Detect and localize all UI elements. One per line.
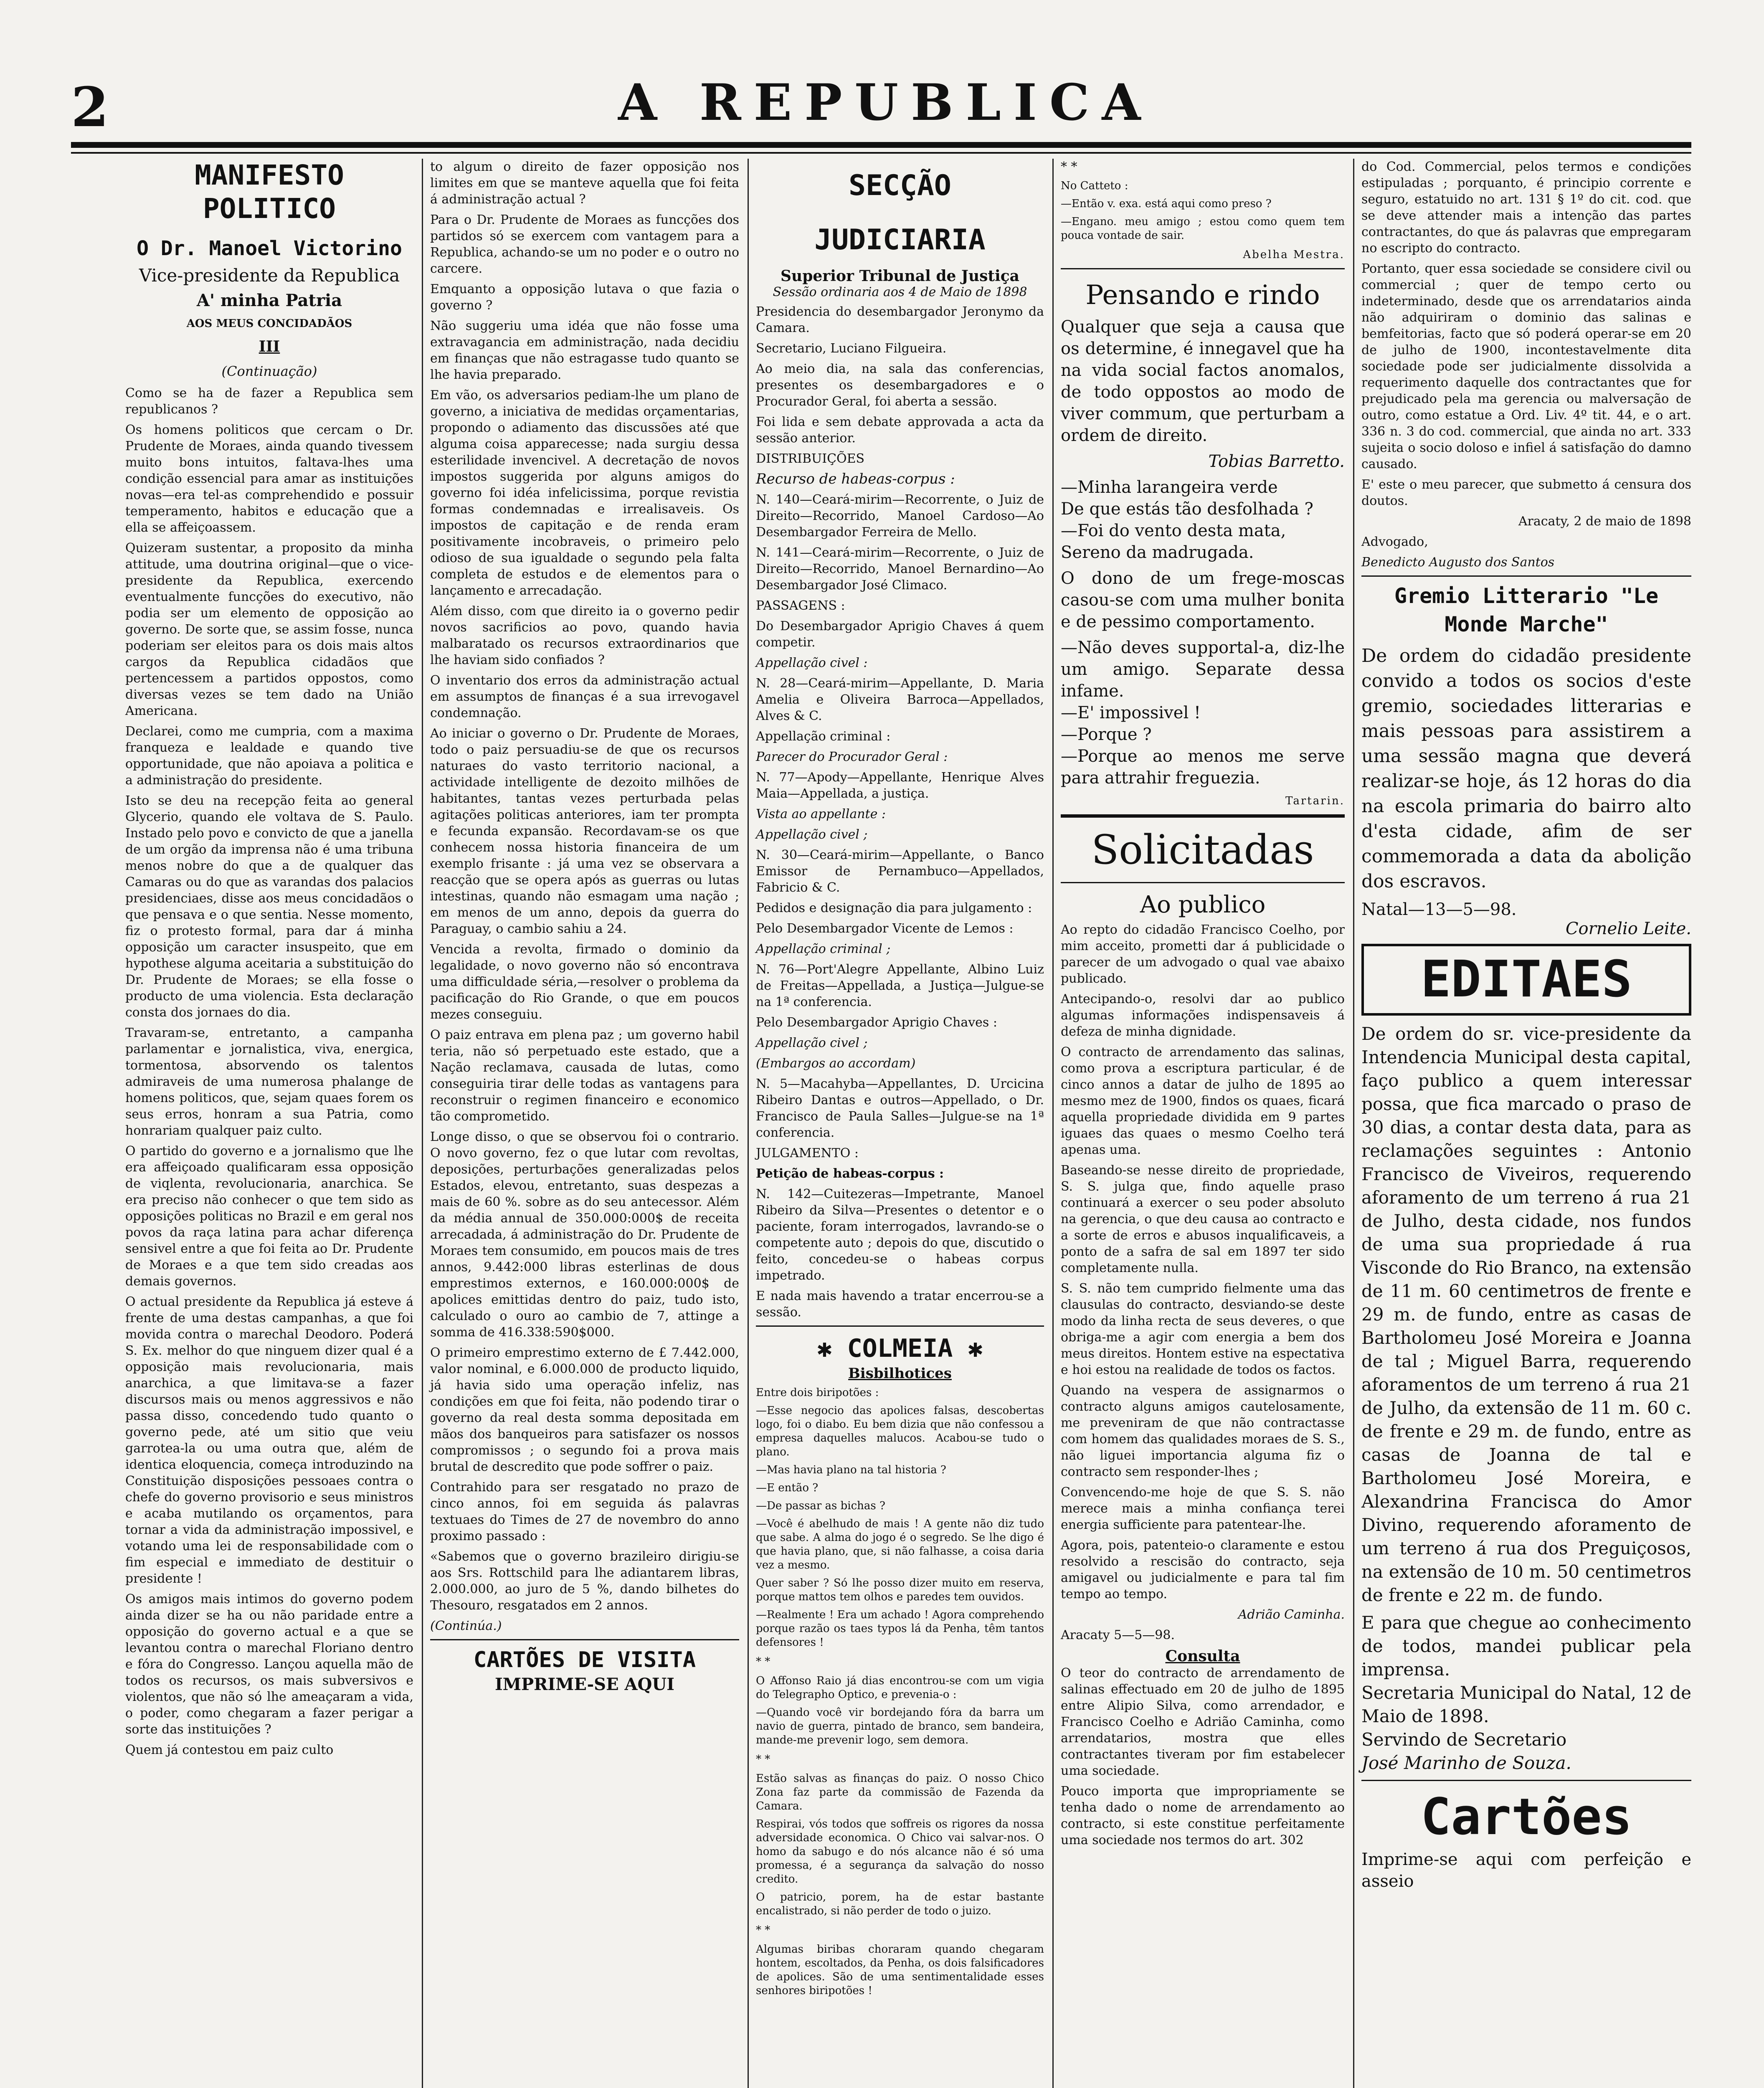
paragraph: Vencida a revolta, firmado o dominio da legalidade, o novo governo não só encontrava uma difficuldade séria,—resolver o problema da pacificação do Rio Grande, o que em poucos mezes conseguiu.: [430, 942, 739, 1022]
asterism: * *: [756, 1655, 770, 1668]
paragraph: O paiz entrava em plena paz ; um governo habil teria, não só perpetuado este estado, que a Nação reclamava, causada de lutas, como conseguiria tirar delle todas as vantagens para reconstruir o regimen financeiro e economico tão comprometido.: [430, 1028, 739, 1124]
divider: [756, 1325, 1044, 1327]
star-icon: ✱: [953, 1334, 983, 1363]
subhead: Vista ao appellante :: [756, 807, 886, 821]
subhead: PASSAGENS :: [756, 598, 845, 613]
paragraph: Convencendo-me hoje de que S. S. não merece mais a minha confiança terei energia sufficiente para patentear-lhe.: [1061, 1485, 1345, 1532]
manifesto-to: A' minha Patria: [196, 291, 342, 310]
divider: [430, 1639, 739, 1640]
paragraph: Contrahido para ser resgatado no prazo de cinco annos, foi em seguida ás palavras textuaes do Times de 27 de novembro do anno proximo passado :: [430, 1480, 739, 1543]
paragraph: O contracto de arrendamento das salinas, como prova a escriptura particular, é de cinco annos a datar de julho de 1895 ao mesmo mez de 1900, findos os quaes, ficará aquella propriedade dividida em 9 partes iguaes das quaes o mesmo Coelho terá apenas uma.: [1061, 1045, 1345, 1157]
paragraph: —E então ?: [756, 1482, 819, 1494]
subhead: Appellação criminal ;: [756, 942, 891, 956]
paragraph: O inventario dos erros da administração actual em assumptos de finanças é a sua irrevogavel condemnação.: [430, 673, 739, 720]
paragraph: Servindo de Secretario: [1361, 1729, 1567, 1750]
masthead-rule-thin: [71, 152, 1691, 154]
signature: Abelha Mestra.: [1243, 248, 1345, 261]
session-date: Sessão ordinaria aos 4 de Maio de 1898: [773, 285, 1027, 299]
paragraph: Pelo Desembargador Aprigio Chaves :: [756, 1015, 997, 1030]
divider: [1061, 268, 1345, 269]
paragraph: Portanto, quer essa sociedade se considere civil ou commercial ; quer de tempo certo ou indeterminado, desde que os arrendatarios ainda não adquiriram o dominio das salinas e bemfeitorias, facto que só poderá operar-se em 20 de julho de 1900, incontestavelmente dita sociedade pode ser judicialmente dissolvida a requerimento daquelle dos contractantes que for prejudicado pela ma gerencia ou malversação de outro, como estatue a Ord. Liv. 4º tit. 44, e o art. 336 n. 3 do cod. commercial, que ainda no art. 333 sujeita o socio doloso e infiel á satisfação do damno causado.: [1361, 261, 1691, 471]
paragraph: Secretario, Luciano Filgueira.: [756, 341, 947, 356]
paragraph: Além disso, com que direito ia o governo pedir novos sacrificios ao povo, quando havia malbaratado os recursos extraordinarios que lhe haviam sido confiados ?: [430, 604, 739, 667]
subhead: JULGAMENTO :: [756, 1146, 859, 1161]
court-name: Superior Tribunal de Justiça: [781, 267, 1019, 285]
paragraph: Respirai, vós todos que soffreis os rigores da nossa adversidade economica. O Chico vai salvar-nos. O homo da sabugo e do nós alcance não é só uma promessa, é a segurança da salvação do nosso credito.: [756, 1818, 1044, 1885]
column-judiciaria: [756, 159, 1044, 2002]
signature: Adrião Caminha.: [1238, 1607, 1345, 1622]
paragraph: Quando na vespera de assignarmos o contracto alguns amigos cautelosamente, me preveniram de que não contractasse com homem das qualidades moraes de S. S., não liguei importancia alguma fiz o contracto sem responder-lhes ;: [1061, 1383, 1345, 1479]
paragraph: O actual presidente da Republica já esteve á frente de uma destas campanhas, a que foi movida contra o marechal Deodoro. Poderá S. Ex. melhor do que ninguem dizer qual é a opposição mais revolucionaria, mais anarchica, a que limitava-se a fazer discursos mais ou menos aggressivos e não passa disso, concedendo tudo quanto o governo pede, até um sitio que veiu garrotea-la ou uma outra que, além de identica eloquencia, começa introduzindo na Constituição disposições pessoaes contra o chefe do governo provisorio e seus ministros e acaba mutilando os orçamentos, para tornar a vida da administração impossivel, e votando uma lei de responsabilidade com o fim especial e immediato de destituir o presidente !: [125, 1295, 413, 1586]
subhead: Appellação civel ;: [756, 827, 868, 842]
manifesto-role: Vice-presidente da Republica: [139, 265, 400, 286]
gremio-title: Gremio Litterario "Le Monde Marche": [1394, 584, 1659, 636]
verse-line: Sereno da madrugada.: [1061, 543, 1254, 562]
quote-author: Tobias Barretto.: [1208, 452, 1345, 471]
paragraph: E' este o meu parecer, que submetto á censura dos doutos.: [1361, 477, 1691, 508]
paragraph: Não suggeriu uma idéa que não fosse uma extravagancia em administração, nada decidiu em finanças que não estragasse tudo quanto se lhe havia preparado.: [430, 319, 739, 382]
paragraph: do Cod. Commercial, pelos termos e condições estipuladas ; porquanto, é principio corrente e seguro, estatuido no art. 131 § 1º do cit. cod. que se deve attender mais a intenção das partes contractantes, do que ás palavras que empregaram no escripto do contracto.: [1361, 160, 1691, 256]
divider: [1061, 882, 1345, 883]
subhead: Appellação criminal :: [756, 729, 891, 744]
paragraph: O partido do governo e a jornalismo que lhe era affeiçoado qualificaram essa opposição de viqlenta, revolucionaria, anarchica. Se era preciso não conhecer o que tem sido as opposições politicas no Brazil e em geral nos povos da raça latina para achar diferença sensivel entre a que foi feita ao Dr. Prudente de Moraes e a que tem sido creadas aos demais governos.: [125, 1144, 413, 1289]
paragraph: N. 141—Ceará-mirim—Recorrente, o Juiz de Direito—Recorrido, Manoel Bernardino—Ao Desembargador José Climaco.: [756, 545, 1044, 593]
snippet-line: —Então v. exa. está aqui como preso ?: [1061, 198, 1272, 210]
subhead: Appellação civel :: [756, 656, 868, 670]
verse-line: De que estás tão desfolhada ?: [1061, 499, 1313, 519]
paragraph: Os homens politicos que cercam o Dr. Prudente de Moraes, ainda quando tivessem muito bons intuitos, faltava-lhes uma condição essencial para amar as instituições novas—era tel-as comprehendido e possuir temperamento, habitos e educação que a ella se affeiçoassem.: [125, 423, 413, 535]
paragraph: —Quando você vir bordejando fóra da barra um navio de guerra, pintado de branco, sem bandeira, mande-me prevenir logo, sem demora.: [756, 1706, 1044, 1746]
paragraph: Pouco importa que impropriamente se tenha dado o nome de arrendamento ao contracto, si este constitue perfeitamente uma sociedade nos termos do art. 302: [1061, 1784, 1345, 1847]
snippet-line: —Engano. meu amigo ; estou como quem tem pouca vontade de sair.: [1061, 215, 1345, 242]
place-date: Aracaty 5—5—98.: [1061, 1628, 1175, 1642]
paragraph: Isto se deu na recepção feita ao general Glycerio, quando ele voltava de S. Paulo. Instado pelo povo e convicto de que a janella de um orgão da imprensa não é uma tribuna menos nobre do que a de qualquer das Camaras ou do que as varandas dos palacios presidenciaes, disse aos meus concidadãos o que pensava e o que sentia. Nesse momento, fiz o protesto formal, para dar á minha opposição um caracter insuspeito, que em hypothese alguma aceitaria a substituição do Dr. Prudente de Moraes; se ella fosse o producto de uma violencia. Esta declaração consta dos jornaes do dia.: [125, 793, 413, 1020]
paragraph: N. 142—Cuitezeras—Impetrante, Manoel Ribeiro da Silva—Presentes o detentor e o paciente, foram interrogados, lavrando-se o competente auto ; depois do que, discutido o feito, concedeu-se o habeas corpus impetrado.: [756, 1187, 1044, 1283]
column-manifesto-cont: [430, 159, 739, 1694]
paragraph: O teor do contracto de arrendamento de salinas effectuado em 20 de julho de 1895 entre Alipio Silva, como arrendador, e Francisco Coelho e Adrião Caminha, como arrendatarios, mostra que elles contractantes tiveram por fim estabelecer uma sociedade.: [1061, 1666, 1345, 1778]
verse-line: —Minha larangeira verde: [1061, 478, 1278, 497]
colmeia-sub: Bisbilhotices: [848, 1365, 952, 1382]
column-rule: [748, 159, 749, 2088]
star-icon: ✱: [817, 1334, 847, 1363]
snippet-line: No Catteto :: [1061, 180, 1128, 192]
paragraph: Foi lida e sem debate approvada a acta da sessão anterior.: [756, 415, 1044, 446]
cartoes-title: Cartões: [1421, 1788, 1632, 1846]
paragraph: Estão salvas as finanças do paiz. O nosso Chico Zona faz parte da commissão de Fazenda da Camara.: [756, 1772, 1044, 1812]
paragraph: Como se ha de fazer a Republica sem republicanos ?: [125, 386, 413, 417]
paragraph: Entre dois biripotões :: [756, 1386, 879, 1399]
continua-note: (Continúa.): [430, 1619, 502, 1633]
paragraph: —Não deves supportal-a, diz-lhe um amigo. Separate dessa infame.: [1061, 638, 1345, 701]
paragraph: De ordem do cidadão presidente convido a todos os socios d'este gremio, sociedades litterarias e mais pessoas para assistirem a uma sessão magna que deverá realizar-se hoje, ás 12 horas do dia na escola primaria do bairro alto d'esta cidade, afim de ser commemorada a data da abolição dos escravos.: [1361, 645, 1691, 892]
paragraph: Presidencia do desembargador Jeronymo da Camara.: [756, 304, 1044, 335]
ad-cartoes-sub: IMPRIME-SE AQUI: [495, 1675, 674, 1694]
paragraph: Qualquer que seja a causa que os determine, é innegavel que ha na vida social factos anomalos, de todo oppostos ao modo de viver commum, que perturbam a ordem de direito.: [1061, 317, 1345, 445]
cartoes-sub: Imprime-se aqui com perfeição e asseio: [1361, 1850, 1691, 1891]
asterism: * *: [756, 1924, 770, 1936]
paragraph: —E' impossivel !: [1061, 703, 1201, 722]
manifesto-subtitle: O Dr. Manoel Victorino: [137, 237, 402, 260]
paragraph: Quizeram sustentar, a proposito da minha attitude, uma doutrina original—que o vice-presidente da Republica, exercendo eventualmente funcções do executivo, não podia ser um elemento de opposição ao governo. De sorte que, se assim fosse, nunca poderiam ser eleitos para os dois mais altos cargos da Republica cidadãos que pertencessem a partidos oppostos, como diversas vezes se tem dado na União Americana.: [125, 541, 413, 718]
colmeia-title: ✱ COLMEIA ✱: [817, 1334, 983, 1363]
paragraph: Declarei, como me cumpria, com a maxima franqueza e lealdade e quando tive opportunidade, que não apoiava a politica e a administração do presidente.: [125, 724, 413, 788]
subhead: Parecer do Procurador Geral :: [756, 750, 948, 764]
manifesto-to2: AOS MEUS CONCIDADÃOS: [186, 317, 352, 330]
solicitadas-title: Solicitadas: [1091, 826, 1314, 873]
place-date: Secretaria Municipal do Natal, 12 de Maio de 1898.: [1361, 1683, 1692, 1726]
paragraph: Longe disso, o que se observou foi o contrario. O novo governo, fez o que lutar com revoltas, deposições, perturbações generalizadas pelos Estados, elevou, entretanto, suas despezas a mais de 60 %. sobre as do seu antecessor. Além da média annual de 350.000:000$ de receita arrecadada, á administração do Dr. Prudente de Moraes tem consumido, em poucos mais de tres annos, 9.442:000 libras esterlinas de dous emprestimos externos, e 160.000:000$ de apolices emittidas dentro do paiz, tudo isto, calculado o ouro ao cambio de 7, attinge a somma de 416.338:590$000.: [430, 1130, 739, 1340]
paragraph: De ordem do sr. vice-presidente da Intendencia Municipal desta capital, faço publico a quem interessar possa, que fica marcado o praso de 30 dias, a contar desta data, para as reclamações seguintes : Antonio Francisco de Viveiros, requerendo aforamento de um terreno á rua 21 de Julho, desta cidade, nos fundos de uma sua propriedade á rua Visconde do Rio Branco, na extensão de 11 m. 60 centimetros de frente e 29 m. de fundo, entre as casas de Bartholomeu José Moreira e Joanna de tal ; Miguel Barra, requerendo aforamentos de um terreno á rua 21 de Julho, da extensão de 11 m. 60 c. de frente e 29 m. de fundo, entre as casas de Joanna de tal e Bartholomeu José Moreira, e Alexandrina Francisca do Amor Divino, requerendo aforamento de um terreno á rua dos Preguiçosos, na extensão de 10 m. 50 centimetros de frente e 22 m. de fundo.: [1361, 1024, 1691, 1605]
paragraph: —Realmente ! Era um achado ! Agora comprehendo porque razão os taes typos lá da Penha, têm tantos defensores !: [756, 1609, 1044, 1649]
paragraph: Ao repto do cidadão Francisco Coelho, por mim acceito, prometti dar á publicidade o parecer de um advogado o qual vae abaixo publicado.: [1061, 922, 1345, 986]
paragraph: —Esse negocio das apolices falsas, descobertas logo, foi o diabo. Eu bem dizia que não confessou a empresa daquelles malucos. Acabou-se tudo o plano.: [756, 1404, 1044, 1458]
consulta-title: Consulta: [1165, 1647, 1240, 1665]
divider: [1361, 575, 1691, 577]
page-number: 2: [71, 75, 109, 139]
signature: Tartarin.: [1285, 795, 1345, 807]
paragraph: Pelo Desembargador Vicente de Lemos :: [756, 921, 1014, 936]
paragraph: E nada mais havendo a tratar encerrou-se a sessão.: [756, 1289, 1044, 1320]
paragraph: Agora, pois, patenteio-o claramente e estou resolvido a rescisão do contracto, seja amigavel ou judicialmente e para tal fim tempo ao tempo.: [1061, 1538, 1345, 1601]
paragraph: Ao meio dia, na sala das conferencias, presentes os desembargadores e o Procurador Geral, foi aberta a sessão.: [756, 362, 1044, 409]
paragraph: —Você é abelhudo de mais ! A gente não diz tudo que sabe. A alma do jogo é o segredo. Se lhe digo é que havia plano, que, si não falhasse, a coisa daria vez a mesmo.: [756, 1518, 1044, 1571]
subhead: Petição de habeas-corpus :: [756, 1166, 944, 1181]
paragraph: N. 30—Ceará-mirim—Appellante, o Banco Emissor de Pernambuco—Appellados, Fabricio & C.: [756, 848, 1044, 895]
paragraph: Quer saber ? Só lhe posso dizer muito em reserva, porque mattos tem olhos e paredes tem ouvidos.: [756, 1577, 1044, 1603]
paragraph: E para que chegue ao conhecimento de todos, mandei publicar pela imprensa.: [1361, 1612, 1691, 1680]
paragraph: N. 28—Ceará-mirim—Appellante, D. Maria Amelia e Oliveira Barroca—Appellados, Alves & C.: [756, 676, 1044, 723]
paragraph: N. 76—Port'Alegre Appellante, Albino Luiz de Freitas—Appellada, a Justiça—Julgue-se na 1ª conferencia.: [756, 962, 1044, 1009]
paragraph: «Sabemos que o governo brazileiro dirigiu-se aos Srs. Rottschild para lhe adiantarem libras, 2.000.000, ao juro de 5 %, dando bilhetes do Thesouro, resgatados em 2 annos.: [430, 1549, 739, 1613]
column-pensando: [1061, 159, 1345, 1852]
manifesto-section: III: [259, 338, 280, 355]
manifesto-continuation: (Continuação): [221, 363, 317, 379]
paragraph: —Mas havia plano na tal historia ?: [756, 1464, 946, 1476]
ao-publico-title: Ao publico: [1140, 891, 1266, 918]
paragraph: N. 140—Ceará-mirim—Recorrente, o Juiz de Direito—Recorrido, Manoel Cardoso—Ao Desembargador Ferreira de Mello.: [756, 492, 1044, 540]
paragraph: Em vão, os adversarios pediam-lhe um plano de governo, a iniciativa de medidas orçamentarias, propondo o adiamento das discussões até que alguma coisa apparecesse; nada surgiu dessa esterilidade invencivel. A decretação de novos impostos suggerida por alguns amigos do governo foi idéa infelicissima, porque revistia formas condemnadas e irrealisaveis. Os impostos de capitação e de renda eram positivamente incobraveis, o primeiro pelo odioso de sua igualdade o segundo pela falta completa de estudos e de elementos para o lançamento e arrecadação.: [430, 388, 739, 598]
asterism: * *: [1061, 160, 1077, 174]
column-rule: [1353, 159, 1354, 2088]
subhead: Recurso de habeas-corpus :: [756, 471, 955, 487]
paragraph: N. 77—Apody—Appellante, Henrique Alves Maia—Appellada, a justiça.: [756, 770, 1044, 801]
paragraph: O Affonso Raio já dias encontrou-se com um vigia do Telegrapho Optico, e prevenia-o :: [756, 1675, 1044, 1701]
paragraph: Os amigos mais intimos do governo podem ainda dizer se ha ou não paridade entre a opposição do governo actual e a que se levantou contra o marechal Floriano dentro e fóra do Congresso. Lançou aquella mão de todos os recursos, os mais subversivos e violentos, que não só lhe ameaçaram a vida, o poder, como chegaram a fazer perigar a sorte das instituições ?: [125, 1592, 413, 1737]
place-date: Natal—13—5—98.: [1361, 900, 1517, 919]
paragraph: Algumas biribas choraram quando chegaram hontem, escoltados, da Penha, os dois falsificadores de apolices. São de uma sentimentalidade esses senhores biripotões !: [756, 1943, 1044, 1997]
paragraph: O patricio, porem, ha de estar bastante encalistrado, si não perder de todo o juizo.: [756, 1891, 1044, 1917]
column-editaes: [1361, 159, 1691, 1896]
paragraph: —De passar as bichas ?: [756, 1500, 885, 1512]
verse-line: —Foi do vento desta mata,: [1061, 521, 1286, 540]
paragraph: —Porque ?: [1061, 725, 1152, 744]
paragraph: O primeiro emprestimo externo de £ 7.442.000, valor nominal, e 6.000.000 de producto liquido, já havia sido uma operação infeliz, nas condições em que foi feita, não podendo tirar o governo da real desta somma depositada em mãos dos banqueiros para satisfazer os nossos compromissos ; o segundo foi a prova mais brutal de descredito que pode soffrer o paiz.: [430, 1346, 739, 1474]
paragraph: N. 5—Macahyba—Appellantes, D. Urcicina Ribeiro Dantas e outros—Appellado, o Dr. Francisco de Paula Salles—Julgue-se na 1ª conferencia.: [756, 1077, 1044, 1140]
column-rule: [422, 159, 423, 2088]
signature: Cornelio Leite.: [1565, 919, 1691, 938]
newspaper-title: A REPUBLICA: [618, 73, 1153, 132]
signature: Benedicto Augusto dos Santos: [1361, 555, 1555, 570]
divider: [1361, 1780, 1691, 1781]
paragraph: Para o Dr. Prudente de Moraes as funcções dos partidos só se exercem com vantagem para a Republica, achando-se um no poder e o outro no carcere.: [430, 213, 739, 276]
paragraph: Emquanto a opposição lutava o que fazia o governo ?: [430, 282, 739, 313]
manifesto-title: MANIFESTO POLITICO: [195, 159, 344, 225]
divider: [1061, 814, 1345, 818]
column-manifesto: [125, 159, 413, 1762]
subhead: Appellação civel ;: [756, 1036, 868, 1050]
ad-cartoes-title: CARTÕES DE VISITA: [473, 1647, 696, 1672]
subhead: DISTRIBUIÇÕES: [756, 451, 865, 466]
paragraph: Quem já contestou em paiz culto: [125, 1743, 334, 1757]
column-rule: [1052, 159, 1054, 2088]
paragraph: O dono de um frege-moscas casou-se com uma mulher bonita e de pessimo comportamento.: [1061, 569, 1345, 631]
paragraph: to algum o direito de fazer opposição nos limites em que se manteve aquella que foi feita á administração actual ?: [430, 160, 739, 207]
signature: José Marinho de Souza.: [1361, 1753, 1571, 1773]
subhead: (Embargos ao accordam): [756, 1056, 916, 1071]
editaes-title: EDITAES: [1361, 944, 1691, 1016]
paragraph: Antecipando-o, resolvi dar ao publico algumas informações indispensaveis á defeza de minha dignidade.: [1061, 992, 1345, 1039]
pensando-title: Pensando e rindo: [1085, 280, 1320, 311]
paragraph: Baseando-se nesse direito de propriedade, S. S. julga que, findo aquelle praso continuará a exercer o seu poder absoluto na gerencia, o que deu causa ao contracto e a sorte de erros e abusos inqualificaveis, a ponto de a safra de sal em 1897 ter sido completamente nulla.: [1061, 1163, 1345, 1275]
paragraph: S. S. não tem cumprido fielmente uma das clausulas do contracto, desviando-se deste modo da linha recta de seus deveres, o que obriga-me a agir com energia a bem dos meus direitos. Hontem estive na espectativa e hoi estou na realidade de todos os factos.: [1061, 1281, 1345, 1377]
masthead-rule: [71, 142, 1691, 148]
paragraph: Ao iniciar o governo o Dr. Prudente de Moraes, todo o paiz persuadiu-se de que os recursos naturaes do vasto territorio nacional, a actividade intelligente de dezoito milhões de habitantes, tantas vezes perturbada pelas agitações politicas anteriores, iam ter prompta e fecunda expansão. Recordavam-se os que conhecem nossa historia financeira de um exemplo frisante : já uma vez se observara a reacção que se opera após as guerras ou lutas intestinas, quando não esmagam uma nação ; em menos de um anno, depois da guerra do Paraguay, o cambio sahiu a 24.: [430, 726, 739, 936]
asterism: * *: [756, 1753, 770, 1766]
paragraph: Do Desembargador Aprigio Chaves á quem competir.: [756, 619, 1044, 650]
place-date: Aracaty, 2 de maio de 1898: [1518, 514, 1691, 529]
judiciaria-title: SECÇÃO JUDICIARIA: [814, 169, 986, 256]
paragraph: Advogado,: [1361, 535, 1428, 549]
paragraph: Pedidos e designação dia para julgamento :: [756, 901, 1032, 915]
paragraph: —Porque ao menos me serve para attrahir freguezia.: [1061, 747, 1345, 788]
paragraph: Travaram-se, entretanto, a campanha parlamentar e jornalistica, viva, energica, tormentosa, absorvendo os talentos admiraveis de uma numerosa phalange de homens politicos, que, sejam quaes forem os seus erros, honram a sua Patria, como honrariam qualquer paiz culto.: [125, 1026, 413, 1138]
